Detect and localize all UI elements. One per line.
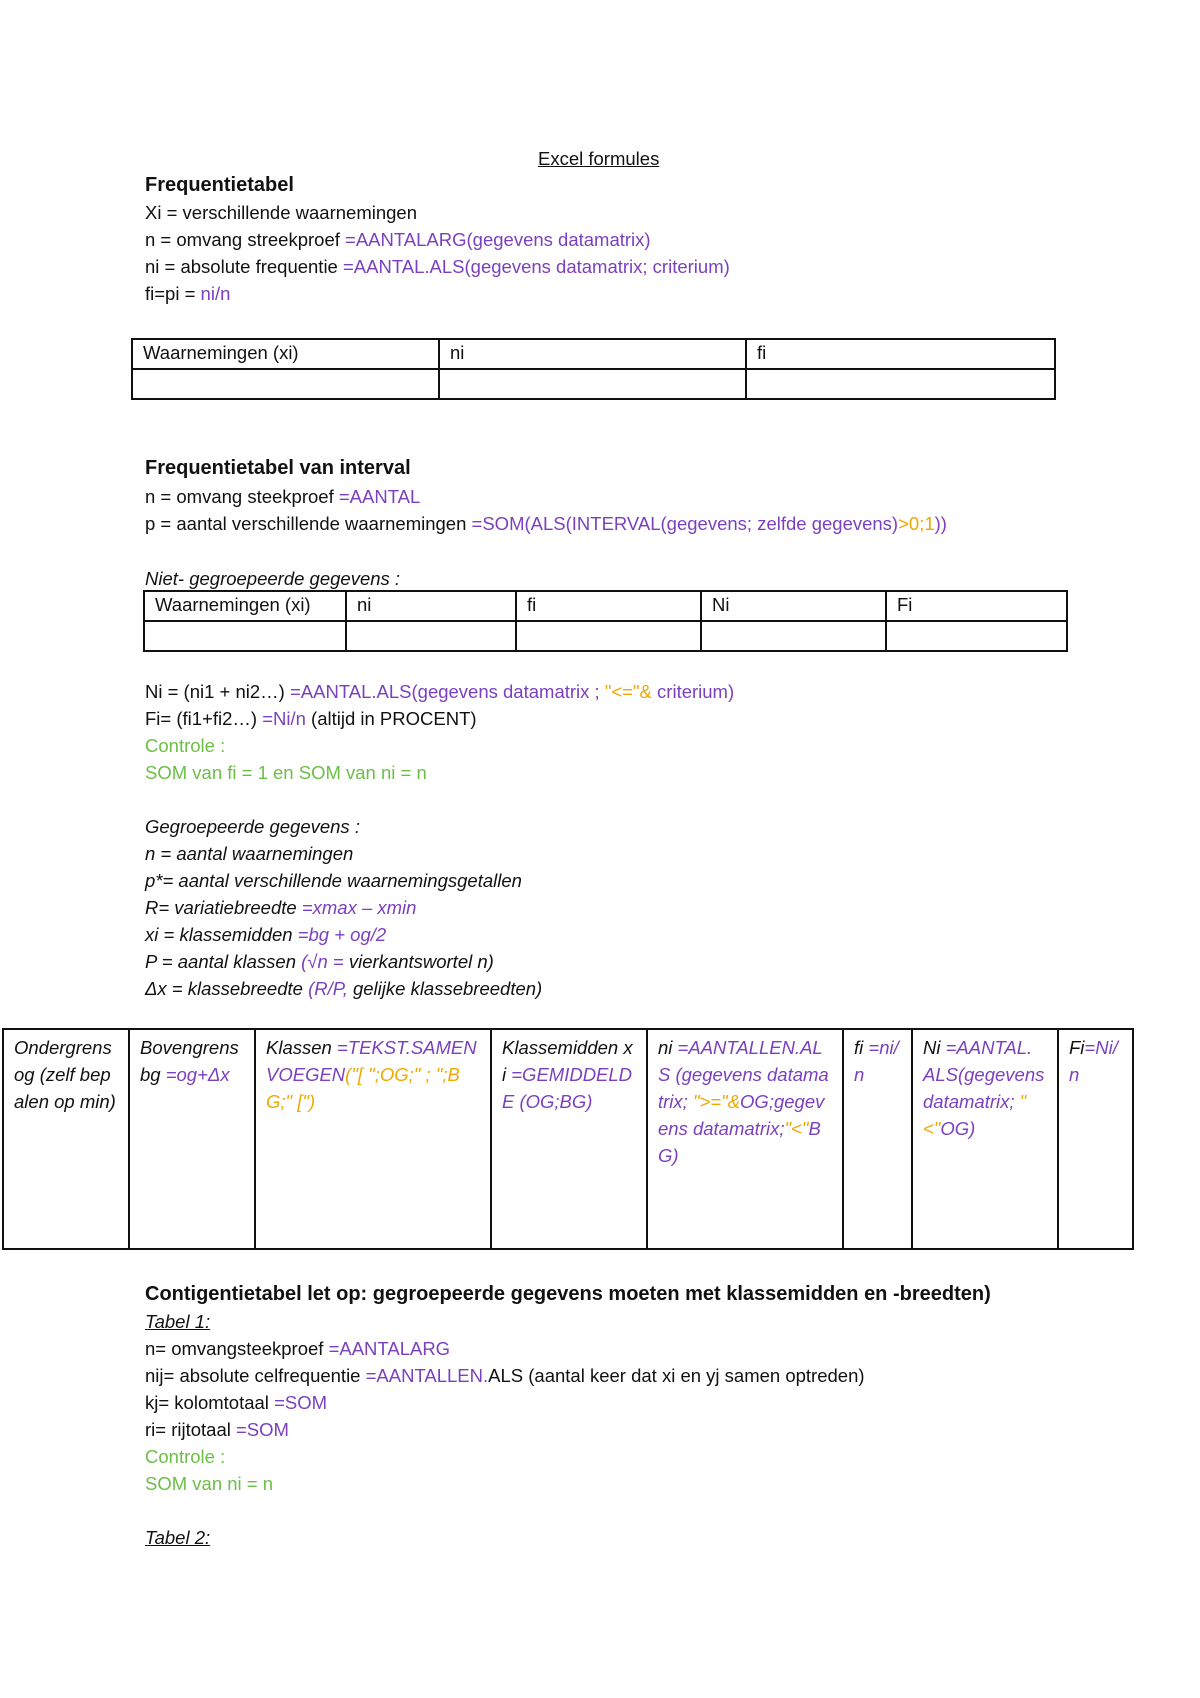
text: Ni [923, 1037, 946, 1058]
text: R= variatiebreedte [145, 897, 302, 918]
text-line [145, 228, 651, 252]
table-cell [491, 1029, 647, 1249]
text: fi [854, 1037, 869, 1058]
formula-end: criterium) [651, 681, 735, 702]
table-cell [647, 1029, 843, 1249]
text-line [145, 680, 734, 704]
text: Ni = (ni1 + ni2…) [145, 681, 290, 702]
table-cell [701, 621, 886, 651]
text: P = aantal klassen [145, 951, 302, 972]
formula-criterion: ">="& [692, 1091, 741, 1112]
text-line [145, 923, 386, 947]
table-cell [886, 621, 1067, 651]
table-header-cell: Waarnemingen (xi) [144, 591, 346, 621]
table-cell: Ondergrens og (zelf bepalen op min) [3, 1029, 129, 1249]
formula: =Ni/n [1069, 1037, 1118, 1085]
text: n = omvang steekproef [145, 486, 339, 507]
table-cell [346, 621, 516, 651]
table-cell [516, 621, 701, 651]
formula-criterion: "<" [923, 1091, 1027, 1139]
formula-criterion: "<" [784, 1118, 809, 1139]
table-header-cell: fi [516, 591, 701, 621]
table-cell [912, 1029, 1058, 1249]
formula: =TEKST.SAMENVOEGEN [266, 1037, 477, 1085]
text-line [145, 1418, 289, 1442]
text: nij= absolute celfrequentie [145, 1365, 366, 1386]
table-row [3, 1029, 1133, 1249]
grouped-data-table [2, 1028, 1134, 1250]
table-cell [843, 1029, 912, 1249]
table-header-cell: Fi [886, 591, 1067, 621]
formula-criterion: "<="& [604, 681, 652, 702]
formula: =SOM(ALS(INTERVAL(gegevens; zelfde gegevens) [471, 513, 899, 534]
formula: ni/n [200, 283, 231, 304]
subheading-tabel1: Tabel 1: [145, 1311, 211, 1332]
formula-args: ("[ ";OG;" ; ";BG;" [") [266, 1064, 460, 1112]
page-title: Excel formules [538, 148, 660, 169]
text: ALS (aantal keer dat xi en yj samen optreden) [488, 1365, 865, 1386]
formula: =ni/n [854, 1037, 899, 1085]
table-header-cell: fi [746, 339, 1055, 369]
text: p = aantal verschillende waarnemingen [145, 513, 472, 534]
control-label: Controle : [145, 1446, 226, 1467]
text: ni = absolute frequentie [145, 256, 343, 277]
text-line: n = aantal waarnemingen [145, 843, 354, 864]
text-line [145, 255, 730, 279]
table-row [144, 591, 1067, 621]
formula: (√n = [301, 951, 349, 972]
formula-criterion: >0;1 [898, 513, 935, 534]
formula: =SOM [274, 1392, 328, 1413]
formula: =AANTAL.ALS(gegevens datamatrix; criterium) [343, 256, 730, 277]
text-line: p*= aantal verschillende waarnemingsgetallen [145, 870, 522, 891]
formula: (R/P, [308, 978, 353, 999]
formula: =Ni/n [262, 708, 306, 729]
table-cell [144, 621, 346, 651]
formula: =GEMIDDELDE (OG;BG) [502, 1064, 633, 1112]
control-label: Controle : [145, 735, 226, 756]
table-cell [1058, 1029, 1133, 1249]
table-row [144, 621, 1067, 651]
text-line [145, 282, 230, 306]
text: n= omvangsteekproef [145, 1338, 329, 1359]
table-row [132, 369, 1055, 399]
text: ri= rijtotaal [145, 1419, 236, 1440]
formula: =AANTALLEN.ALS (gegevens datamatrix; [658, 1037, 829, 1112]
section-heading-contingentie: Contigentietabel let op: gegroepeerde gegevens moeten met klassemidden en -breedten) [145, 1283, 991, 1305]
text: gelijke klassebreedten) [352, 978, 543, 999]
frequency-table [131, 338, 1056, 400]
text-line [145, 1364, 865, 1388]
formula: =xmax – xmin [301, 897, 417, 918]
text-line [145, 485, 420, 509]
text: kj= kolomtotaal [145, 1392, 275, 1413]
table-row [132, 339, 1055, 369]
formula: =SOM [236, 1419, 289, 1440]
text-line: Xi = verschillende waarnemingen [145, 202, 417, 223]
text: (altijd in PROCENT) [305, 708, 477, 729]
subheading-grouped: Gegroepeerde gegevens : [145, 816, 360, 837]
text: xi = klassemidden [145, 924, 298, 945]
text: Fi [1069, 1037, 1085, 1058]
control-text: SOM van fi = 1 en SOM van ni = n [145, 762, 427, 783]
interval-table [143, 590, 1068, 652]
text: vierkantswortel n) [348, 951, 494, 972]
text-line [145, 1391, 327, 1415]
table-cell [132, 369, 439, 399]
formula-end: BG) [658, 1118, 821, 1166]
formula: =AANTALARG [328, 1338, 451, 1359]
text: Fi= (fi1+fi2…) [145, 708, 263, 729]
formula: =AANTAL [338, 486, 421, 507]
section-heading-frequentietabel: Frequentietabel [145, 174, 294, 196]
table-cell [439, 369, 746, 399]
text-line [145, 512, 947, 536]
text: Δx = klassebreedte [145, 978, 309, 999]
text: Klassen [266, 1037, 337, 1058]
section-heading-interval: Frequentietabel van interval [145, 457, 411, 479]
table-cell [129, 1029, 255, 1249]
text-line [145, 1337, 450, 1361]
formula: =AANTALLEN. [365, 1365, 489, 1386]
table-header-cell: ni [346, 591, 516, 621]
text-line [145, 977, 542, 1001]
formula: =AANTAL.ALS(gegevens datamatrix ; [289, 681, 605, 702]
formula-end: OG) [940, 1118, 976, 1139]
table-header-cell: ni [439, 339, 746, 369]
formula: =og+Δx [165, 1064, 230, 1085]
text-line [145, 896, 416, 920]
text: n = omvang streekproef [145, 229, 346, 250]
formula: OG;gegevens datamatrix; [658, 1091, 825, 1139]
table-cell [746, 369, 1055, 399]
formula: =bg + og/2 [297, 924, 387, 945]
control-text: SOM van ni = n [145, 1473, 274, 1494]
text-line [145, 950, 494, 974]
formula: =AANTAL. ALS(gegevens datamatrix; [923, 1037, 1045, 1112]
subheading-tabel2: Tabel 2: [145, 1527, 211, 1548]
table-cell [255, 1029, 491, 1249]
text: Klassemidden xi [502, 1037, 633, 1085]
table-header-cell: Waarnemingen (xi) [132, 339, 439, 369]
subheading-ungrouped: Niet- gegroepeerde gegevens : [145, 568, 401, 589]
table-header-cell: Ni [701, 591, 886, 621]
text-line [145, 707, 477, 731]
text: Bovengrens bg [140, 1037, 239, 1085]
text: fi=pi = [145, 283, 201, 304]
text: ni [658, 1037, 678, 1058]
formula-end: )) [934, 513, 947, 534]
formula: =AANTALARG(gegevens datamatrix) [345, 229, 651, 250]
